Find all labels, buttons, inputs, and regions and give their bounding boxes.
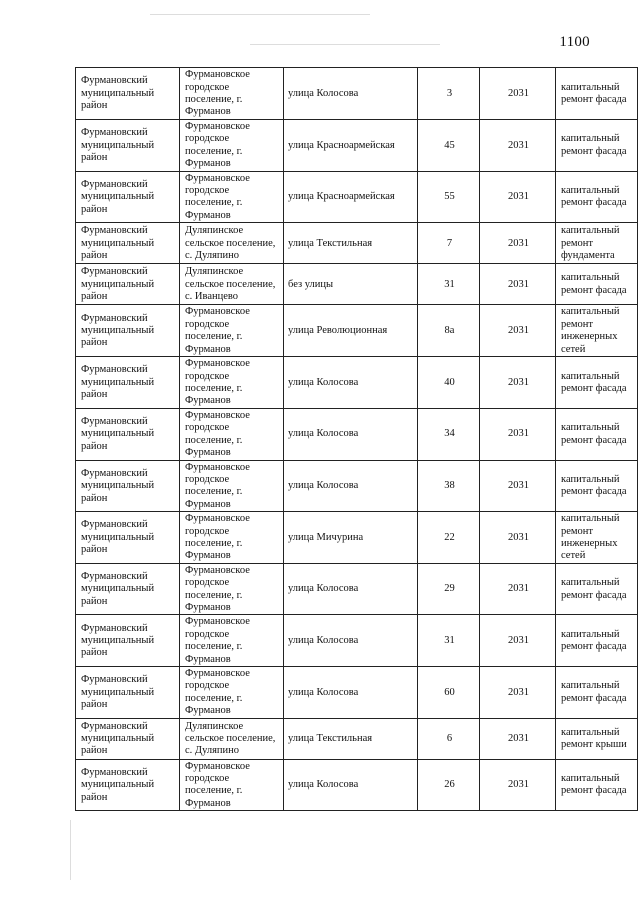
district-cell: Фурмановский муниципальный район [76, 120, 180, 172]
street-cell: улица Революционная [284, 305, 418, 357]
district-cell: Фурмановский муниципальный район [76, 223, 180, 264]
year-cell: 2031 [480, 264, 556, 305]
year-cell: 2031 [480, 305, 556, 357]
street-cell: улица Текстильная [284, 223, 418, 264]
district-cell: Фурмановский муниципальный район [76, 563, 180, 615]
settlement-cell: Фурмановское городское поселение, г. Фурманов [180, 68, 284, 120]
table-row [76, 357, 638, 409]
year-cell: 2031 [480, 718, 556, 759]
house-number-cell: 40 [418, 357, 480, 409]
settlement-cell: Фурмановское городское поселение, г. Фурманов [180, 120, 284, 172]
year-cell: 2031 [480, 68, 556, 120]
settlement-cell: Фурмановское городское поселение, г. Фурманов [180, 667, 284, 719]
year-cell: 2031 [480, 667, 556, 719]
work-type-cell: капитальный ремонт фасада [556, 68, 638, 120]
work-type-cell: капитальный ремонт фасада [556, 460, 638, 512]
year-cell: 2031 [480, 223, 556, 264]
house-number-cell: 3 [418, 68, 480, 120]
district-cell: Фурмановский муниципальный район [76, 718, 180, 759]
work-type-cell: капитальный ремонт фасада [556, 264, 638, 305]
work-type-cell: капитальный ремонт инженерных сетей [556, 305, 638, 357]
table-row [76, 408, 638, 460]
house-number-cell: 29 [418, 563, 480, 615]
district-cell: Фурмановский муниципальный район [76, 512, 180, 564]
house-number-cell: 6 [418, 718, 480, 759]
work-type-cell: капитальный ремонт фасада [556, 759, 638, 811]
district-cell: Фурмановский муниципальный район [76, 759, 180, 811]
settlement-cell: Фурмановское городское поселение, г. Фурманов [180, 305, 284, 357]
work-type-cell: капитальный ремонт фасада [556, 408, 638, 460]
house-number-cell: 60 [418, 667, 480, 719]
house-number-cell: 38 [418, 460, 480, 512]
street-cell: улица Текстильная [284, 718, 418, 759]
settlement-cell: Фурмановское городское поселение, г. Фурманов [180, 512, 284, 564]
house-number-cell: 22 [418, 512, 480, 564]
year-cell: 2031 [480, 615, 556, 667]
repair-schedule-table-wrapper [75, 67, 637, 811]
district-cell: Фурмановский муниципальный район [76, 357, 180, 409]
street-cell: улица Мичурина [284, 512, 418, 564]
work-type-cell: капитальный ремонт фасада [556, 615, 638, 667]
table-row [76, 223, 638, 264]
table-row [76, 305, 638, 357]
year-cell: 2031 [480, 460, 556, 512]
work-type-cell: капитальный ремонт фасада [556, 120, 638, 172]
table-body [76, 68, 638, 811]
district-cell: Фурмановский муниципальный район [76, 68, 180, 120]
work-type-cell: капитальный ремонт фундамента [556, 223, 638, 264]
house-number-cell: 31 [418, 264, 480, 305]
table-row [76, 460, 638, 512]
settlement-cell: Фурмановское городское поселение, г. Фурманов [180, 563, 284, 615]
house-number-cell: 7 [418, 223, 480, 264]
settlement-cell: Фурмановское городское поселение, г. Фурманов [180, 460, 284, 512]
street-cell: улица Красноармейская [284, 171, 418, 223]
district-cell: Фурмановский муниципальный район [76, 667, 180, 719]
work-type-cell: капитальный ремонт фасада [556, 667, 638, 719]
settlement-cell: Фурмановское городское поселение, г. Фурманов [180, 759, 284, 811]
district-cell: Фурмановский муниципальный район [76, 171, 180, 223]
street-cell: без улицы [284, 264, 418, 305]
table-row [76, 120, 638, 172]
house-number-cell: 26 [418, 759, 480, 811]
year-cell: 2031 [480, 357, 556, 409]
house-number-cell: 34 [418, 408, 480, 460]
settlement-cell: Фурмановское городское поселение, г. Фурманов [180, 171, 284, 223]
settlement-cell: Фурмановское городское поселение, г. Фурманов [180, 615, 284, 667]
street-cell: улица Колосова [284, 667, 418, 719]
table-row [76, 512, 638, 564]
work-type-cell: капитальный ремонт фасада [556, 357, 638, 409]
district-cell: Фурмановский муниципальный район [76, 615, 180, 667]
table-row [76, 718, 638, 759]
repair-schedule-table [75, 67, 638, 811]
year-cell: 2031 [480, 408, 556, 460]
house-number-cell: 45 [418, 120, 480, 172]
settlement-cell: Дуляпинское сельское поселение, с. Дуляпино [180, 718, 284, 759]
table-row [76, 68, 638, 120]
street-cell: улица Колосова [284, 563, 418, 615]
table-row [76, 264, 638, 305]
year-cell: 2031 [480, 759, 556, 811]
district-cell: Фурмановский муниципальный район [76, 408, 180, 460]
work-type-cell: капитальный ремонт фасада [556, 563, 638, 615]
year-cell: 2031 [480, 120, 556, 172]
work-type-cell: капитальный ремонт крыши [556, 718, 638, 759]
work-type-cell: капитальный ремонт фасада [556, 171, 638, 223]
page-number: 1100 [559, 34, 590, 50]
settlement-cell: Фурмановское городское поселение, г. Фурманов [180, 357, 284, 409]
house-number-cell: 31 [418, 615, 480, 667]
year-cell: 2031 [480, 563, 556, 615]
district-cell: Фурмановский муниципальный район [76, 264, 180, 305]
table-row [76, 563, 638, 615]
table-row [76, 171, 638, 223]
house-number-cell: 8а [418, 305, 480, 357]
house-number-cell: 55 [418, 171, 480, 223]
table-row [76, 667, 638, 719]
street-cell: улица Колосова [284, 408, 418, 460]
street-cell: улица Колосова [284, 68, 418, 120]
street-cell: улица Колосова [284, 460, 418, 512]
settlement-cell: Дуляпинское сельское поселение, с. Иванцево [180, 264, 284, 305]
year-cell: 2031 [480, 171, 556, 223]
settlement-cell: Фурмановское городское поселение, г. Фурманов [180, 408, 284, 460]
work-type-cell: капитальный ремонт инженерных сетей [556, 512, 638, 564]
district-cell: Фурмановский муниципальный район [76, 460, 180, 512]
district-cell: Фурмановский муниципальный район [76, 305, 180, 357]
year-cell: 2031 [480, 512, 556, 564]
street-cell: улица Колосова [284, 615, 418, 667]
street-cell: улица Колосова [284, 357, 418, 409]
street-cell: улица Колосова [284, 759, 418, 811]
table-row [76, 615, 638, 667]
table-row [76, 759, 638, 811]
settlement-cell: Дуляпинское сельское поселение, с. Дуляпино [180, 223, 284, 264]
street-cell: улица Красноармейская [284, 120, 418, 172]
